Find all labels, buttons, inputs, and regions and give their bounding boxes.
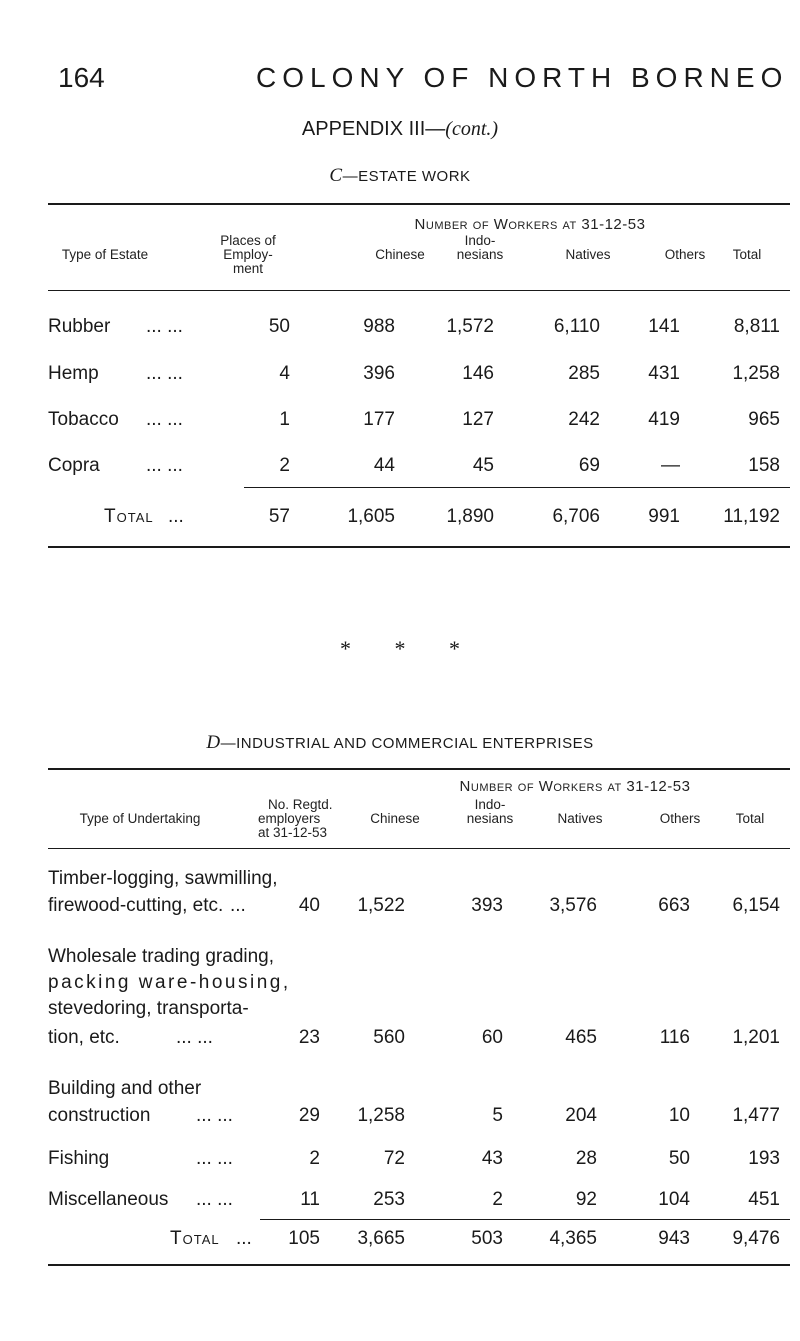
industrial-row-label-line: tion, etc. [48, 1027, 120, 1048]
industrial-table-top-rule [48, 768, 790, 770]
cell-indonesians: 393 [471, 895, 503, 916]
cell-others: 943 [658, 1228, 690, 1249]
industrial-col-others: Others [659, 811, 701, 826]
industrial-col-indonesians: Indo- nesians [466, 797, 514, 826]
estate-col-others: Others [664, 247, 706, 262]
cell-employers: 105 [288, 1228, 320, 1249]
cell-others: — [661, 455, 680, 476]
cell-others: 991 [648, 506, 680, 527]
cell-total: 1,258 [732, 363, 780, 384]
cell-others: 50 [668, 1148, 690, 1169]
cell-natives: 6,706 [552, 506, 600, 527]
cell-indonesians: 1,572 [446, 316, 494, 337]
estate-col-natives: Natives [565, 247, 611, 262]
industrial-col-total: Total [735, 811, 765, 826]
cell-chinese: 44 [373, 455, 395, 476]
page-number: 164 [58, 62, 105, 93]
cell-indonesians: 1,890 [446, 506, 494, 527]
leader-dots: ... [230, 895, 246, 916]
cell-chinese: 3,665 [357, 1228, 405, 1249]
cell-employers: 40 [298, 895, 320, 916]
estate-table-top-rule [48, 203, 790, 205]
industrial-header-rule [48, 848, 790, 849]
cell-chinese: 1,605 [347, 506, 395, 527]
cell-indonesians: 60 [481, 1027, 503, 1048]
industrial-row-label-line: Timber-logging, sawmilling, [48, 868, 278, 889]
cell-indonesians: 43 [481, 1148, 503, 1169]
leader-dots: ... ... [196, 1189, 233, 1210]
cell-chinese: 72 [383, 1148, 405, 1169]
section-separator: * * * [340, 636, 460, 661]
estate-row-label: Copra [48, 455, 100, 476]
cell-employers: 11 [300, 1189, 320, 1210]
cell-employers: 23 [298, 1027, 320, 1048]
industrial-row-label-line: Fishing [48, 1148, 110, 1169]
cell-chinese: 988 [363, 316, 395, 337]
cell-places: 50 [268, 316, 290, 337]
cell-others: 10 [668, 1105, 690, 1126]
estate-section-letter: C [329, 165, 343, 186]
cell-natives: 285 [568, 363, 600, 384]
cell-total: 9,476 [732, 1228, 780, 1249]
leader-dots: ... ... [146, 409, 183, 430]
industrial-row-label-line: stevedoring, transporta- [48, 998, 249, 1019]
estate-group-header: Number of Workers at 31-12-53 [414, 216, 646, 233]
cell-places: 2 [279, 455, 290, 476]
cell-natives: 69 [578, 455, 600, 476]
leader-dots: ... [168, 506, 184, 527]
cell-total: 158 [748, 455, 780, 476]
cell-indonesians: 2 [492, 1189, 503, 1210]
cell-others: 116 [659, 1027, 690, 1048]
estate-col-chinese: Chinese [375, 247, 425, 262]
estate-col-places: Places of Employ- ment [220, 233, 276, 276]
industrial-col-type: Type of Undertaking [79, 811, 201, 826]
appendix-title-cont: (cont.) [445, 118, 499, 140]
cell-total: 965 [748, 409, 780, 430]
estate-col-type: Type of Estate [61, 247, 149, 262]
cell-chinese: 1,522 [357, 895, 405, 916]
industrial-row-label-line: Miscellaneous [48, 1189, 169, 1210]
cell-natives: 465 [565, 1027, 597, 1048]
industrial-row-label-line: construction [48, 1105, 151, 1126]
estate-col-indonesians: Indo- nesians [456, 233, 504, 262]
appendix-title-main: APPENDIX III— [301, 118, 446, 140]
estate-section-title [0, 165, 800, 187]
industrial-table-bottom-rule [48, 1264, 790, 1266]
estate-col-total: Total [732, 247, 762, 262]
cell-others: 141 [648, 316, 680, 337]
industrial-col-employers: No. Regtd. employers at 31-12-53 [258, 797, 333, 840]
leader-dots: ... ... [196, 1148, 233, 1169]
cell-places: 1 [279, 409, 290, 430]
appendix-title [0, 118, 800, 141]
cell-natives: 4,365 [549, 1228, 597, 1249]
leader-dots: ... ... [146, 363, 183, 384]
industrial-row-label-line: Wholesale trading grading, [48, 946, 275, 967]
estate-header-rule [48, 290, 790, 291]
cell-indonesians: 127 [462, 409, 494, 430]
industrial-row-label-line: Building and other [48, 1078, 202, 1099]
cell-total: 1,201 [732, 1027, 780, 1048]
cell-chinese: 396 [363, 363, 395, 384]
leader-dots: ... [236, 1228, 252, 1249]
industrial-section-letter: D [206, 732, 221, 753]
cell-others: 104 [658, 1189, 690, 1210]
industrial-total-label: Total [170, 1228, 220, 1249]
cell-total: 193 [748, 1148, 780, 1169]
cell-total: 11,192 [723, 506, 780, 527]
cell-natives: 6,110 [553, 316, 600, 337]
leader-dots: ... ... [146, 316, 183, 337]
estate-row-label: Rubber [48, 316, 111, 337]
cell-total: 1,477 [732, 1105, 780, 1126]
cell-total: 6,154 [732, 895, 780, 916]
cell-indonesians: 503 [471, 1228, 503, 1249]
industrial-row-label-line: packing ware-housing, [48, 972, 291, 993]
cell-total: 451 [748, 1189, 780, 1210]
cell-natives: 92 [575, 1189, 597, 1210]
cell-total: 8,811 [733, 316, 780, 337]
leader-dots: ... ... [196, 1105, 233, 1126]
estate-section-name: —ESTATE WORK [342, 168, 471, 185]
estate-row-label: Hemp [48, 363, 99, 384]
cell-places: 57 [268, 506, 290, 527]
estate-total-label: Total [104, 506, 154, 527]
cell-indonesians: 146 [462, 363, 494, 384]
cell-natives: 3,576 [549, 895, 597, 916]
cell-indonesians: 5 [492, 1105, 503, 1126]
cell-others: 663 [658, 895, 690, 916]
cell-chinese: 253 [373, 1189, 405, 1210]
industrial-col-natives: Natives [557, 811, 603, 826]
estate-table-bottom-rule [48, 546, 790, 548]
running-title: COLONY OF NORTH BORNEO [256, 62, 789, 93]
cell-chinese: 177 [363, 409, 395, 430]
cell-employers: 29 [298, 1105, 320, 1126]
cell-chinese: 560 [373, 1027, 405, 1048]
cell-natives: 204 [565, 1105, 597, 1126]
industrial-section-name: —INDUSTRIAL AND COMMERCIAL ENTERPRISES [220, 735, 594, 752]
industrial-group-header: Number of Workers at 31-12-53 [459, 778, 691, 795]
estate-total-rule [244, 487, 790, 488]
industrial-total-rule [260, 1219, 790, 1220]
leader-dots: ... ... [146, 455, 183, 476]
cell-natives: 242 [568, 409, 600, 430]
cell-indonesians: 45 [472, 455, 494, 476]
cell-chinese: 1,258 [357, 1105, 405, 1126]
estate-row-label: Tobacco [48, 409, 119, 430]
industrial-row-label-line: firewood-cutting, etc. [48, 895, 224, 916]
cell-others: 419 [648, 409, 680, 430]
cell-employers: 2 [309, 1148, 320, 1169]
industrial-section-title [0, 732, 800, 754]
cell-others: 431 [648, 363, 680, 384]
leader-dots: ... ... [176, 1027, 213, 1048]
industrial-col-chinese: Chinese [370, 811, 420, 826]
cell-places: 4 [279, 363, 290, 384]
cell-natives: 28 [575, 1148, 597, 1169]
